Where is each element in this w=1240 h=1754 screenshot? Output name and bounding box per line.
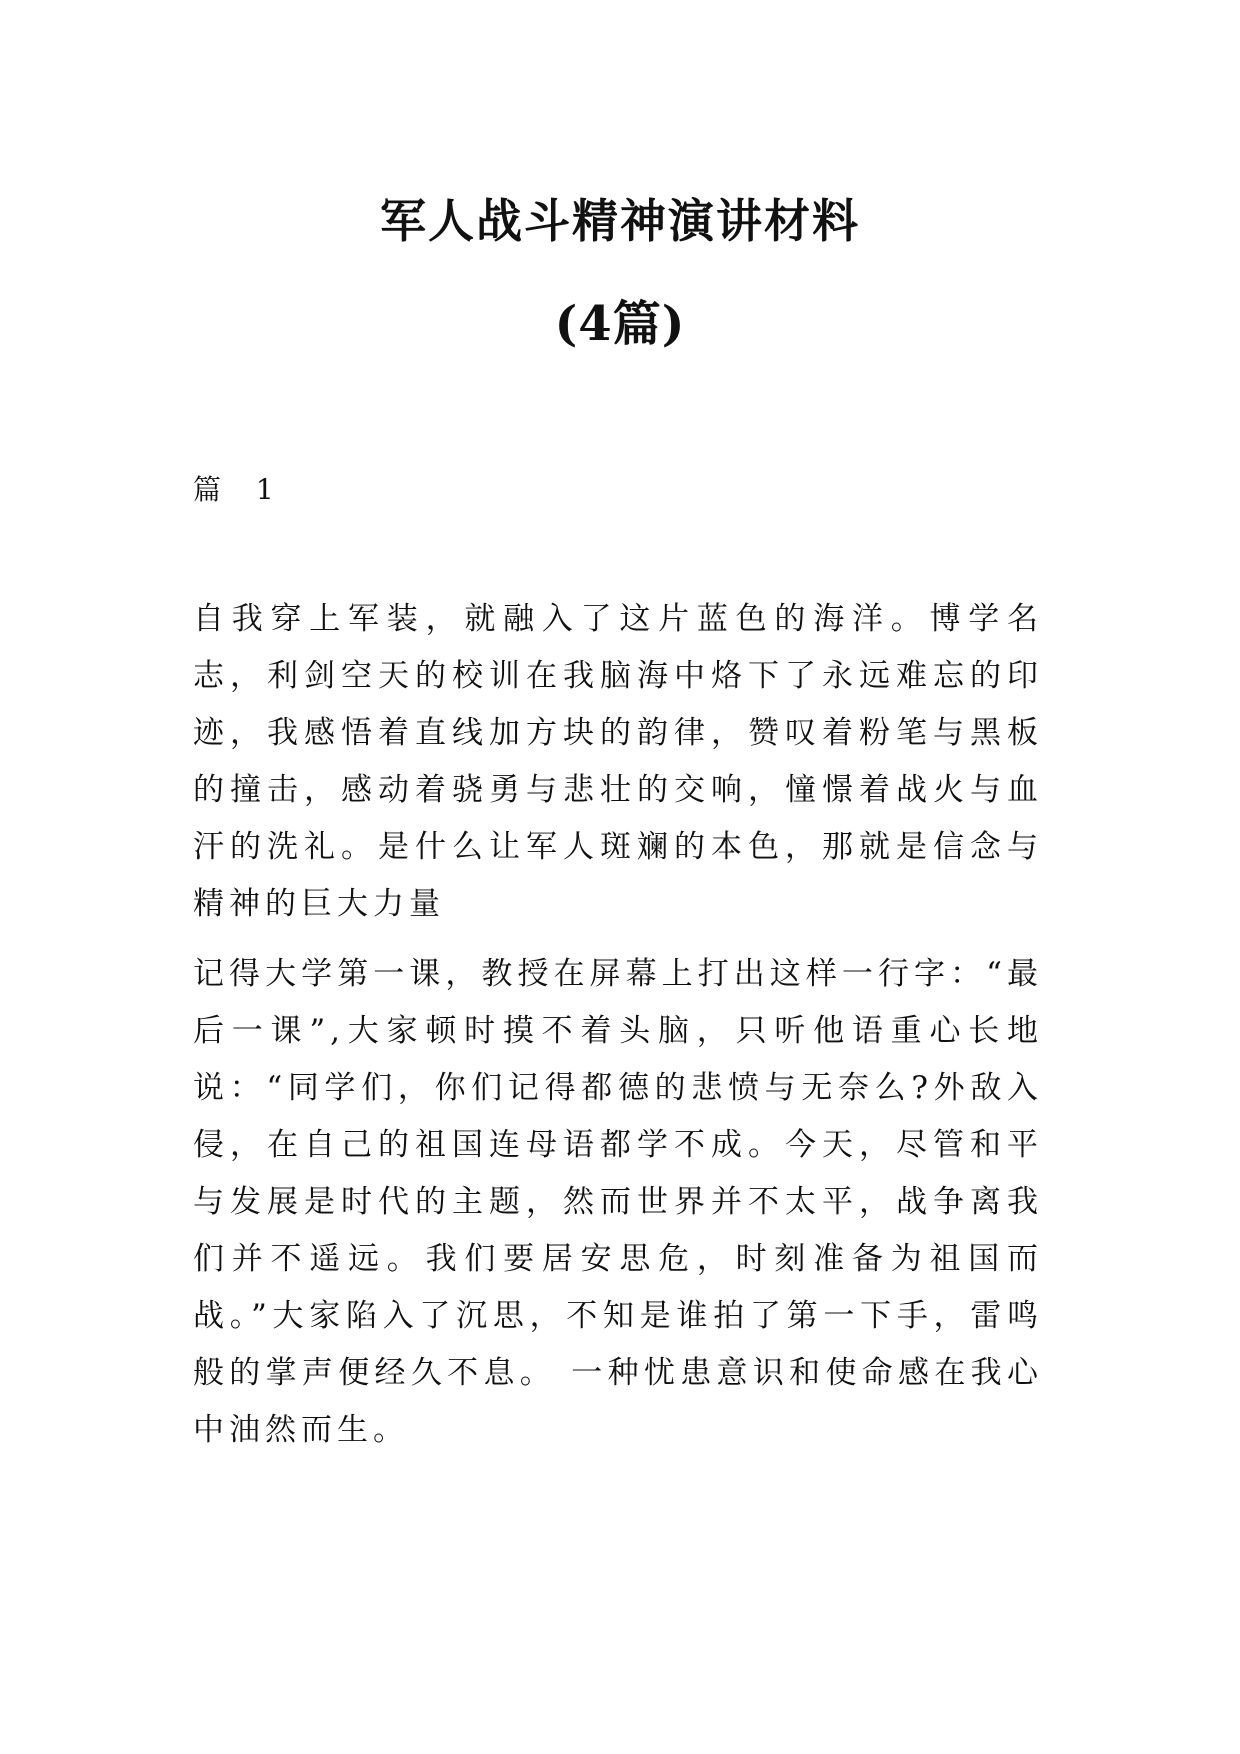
document-subtitle: (4篇): [554, 296, 686, 352]
section-label: 篇 1: [193, 473, 280, 506]
body-paragraph-2: 记得大学第一课，教授在屏幕上打出这样一行字：“最后一课”,大家顿时摸不着头脑，只听他语重心长地说：“同学们，你们记得都德的悲愤与无奈么?外敌入侵，在自己的祖国连母语都学不成。今天，尽管和平与发展是时代的主题，然而世界并不太平，战争离我们并不遥远。我们要居安思危，时刻准备为祖国而战。”大家陷入了沉思，不知是谁拍了第一下手，雷鸣般的掌声便经久不息。 一种忧患意识和使命感在我心中油然而生。: [193, 956, 1043, 1448]
body-paragraph-1: 自我穿上军装，就融入了这片蓝色的海洋。博学名志，利剑空天的校训在我脑海中烙下了永远难忘的印迹，我感悟着直线加方块的韵律，赞叹着粉笔与黑板的撞击，感动着骁勇与悲壮的交响，憧憬着战火与血汗的洗礼。是什么让军人斑斓的本色，那就是信念与精神的巨大力量: [193, 601, 1043, 922]
document-title: 军人战斗精神演讲材料: [380, 194, 860, 248]
